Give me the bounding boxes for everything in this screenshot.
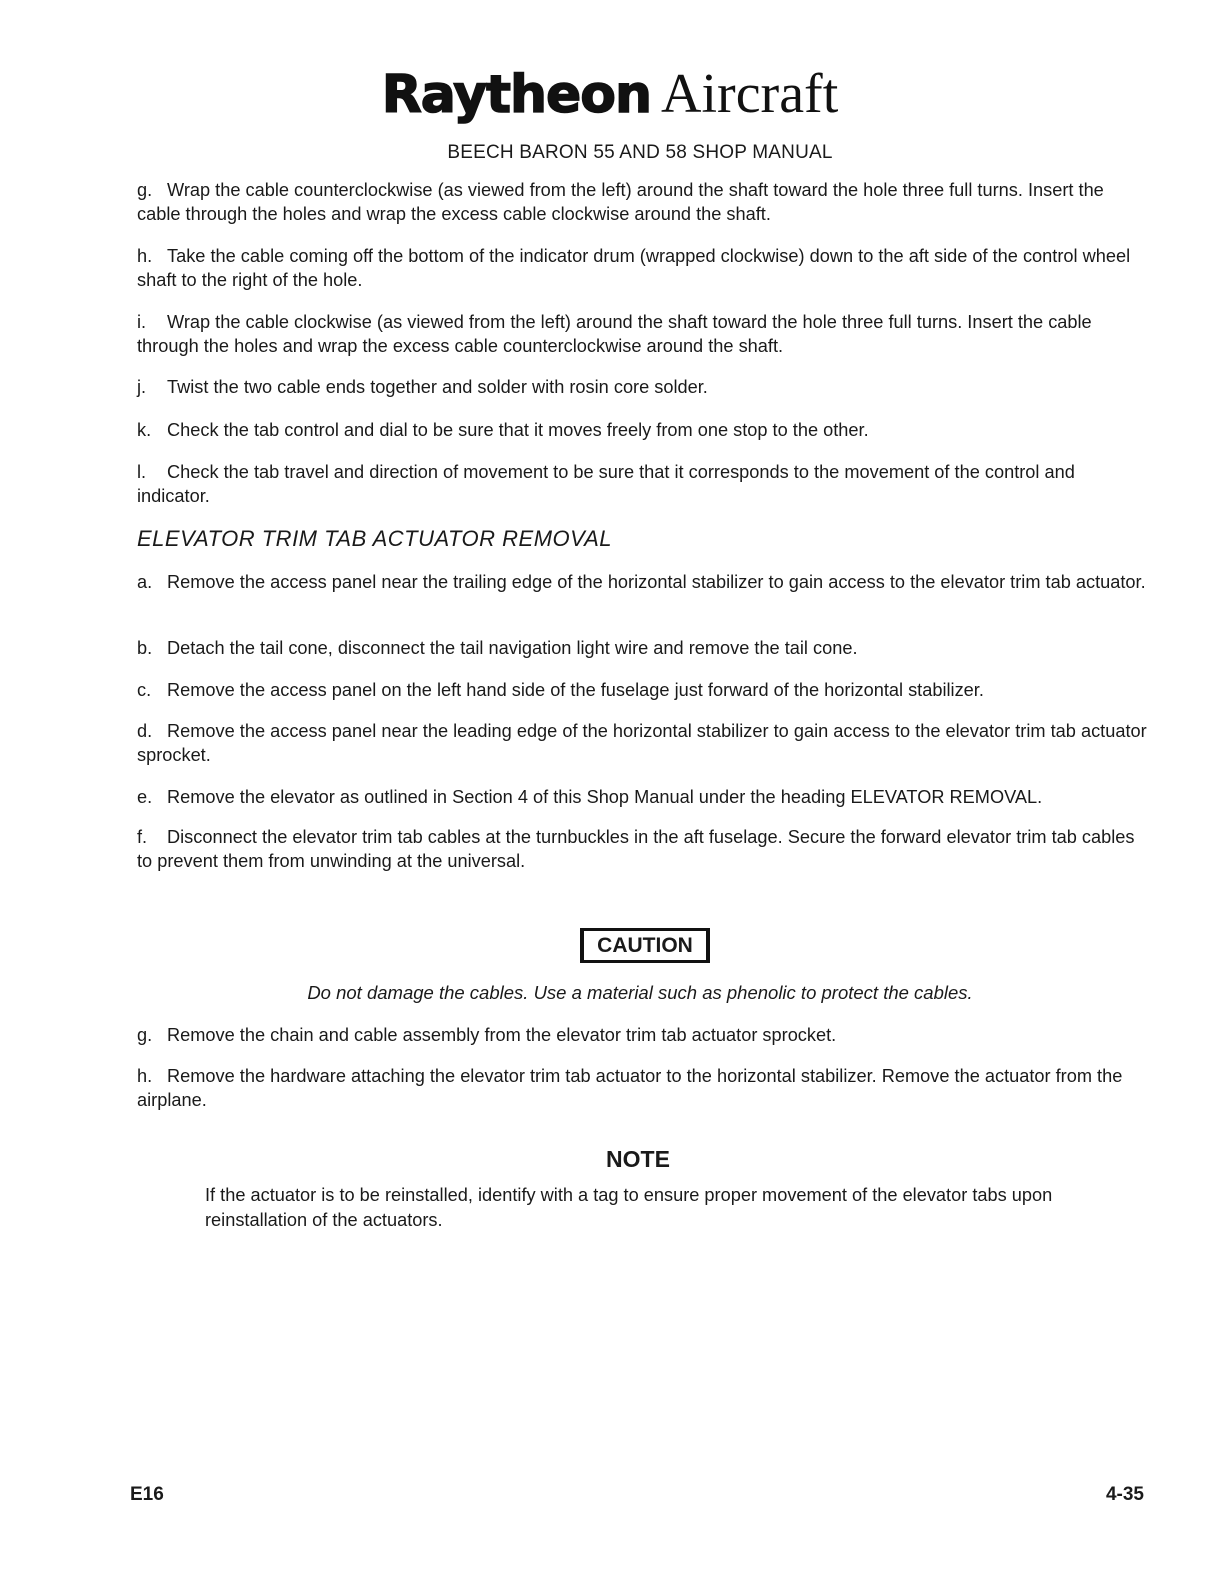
step-label: i. — [137, 312, 147, 332]
step-text: Disconnect the elevator trim tab cables at the turnbuckles in the aft fuselage. Secure the forward elevator trim tab cables to prevent them from unwinding at the universal. — [137, 827, 1135, 871]
caution-badge: CAUTION — [580, 928, 710, 963]
step-i-wrap-cw — [137, 310, 1152, 358]
step-j-solder — [137, 375, 1152, 399]
step-d-leading-panel — [137, 719, 1152, 767]
step-label: g. — [137, 1025, 153, 1045]
step-k-check-control — [137, 418, 1152, 442]
step-g-wrap-ccw — [137, 178, 1152, 226]
note-title: NOTE — [606, 1146, 670, 1172]
brand-name-light: Aircraft — [661, 63, 839, 125]
brand-name-bold: Raytheon — [381, 65, 652, 125]
step-c-left-panel — [137, 678, 1152, 702]
step-h-remove-hardware — [137, 1064, 1152, 1112]
step-text: Check the tab control and dial to be sure that it moves freely from one stop to the other. — [167, 420, 869, 440]
step-text: Remove the chain and cable assembly from the elevator trim tab actuator sprocket. — [167, 1025, 837, 1045]
step-label: a. — [137, 572, 153, 592]
step-label: c. — [137, 680, 152, 700]
step-text: Take the cable coming off the bottom of the indicator drum (wrapped clockwise) down to the aft side of the control wheel shaft to the right of the hole. — [137, 246, 1131, 290]
brand-logo — [0, 62, 1220, 126]
footer-revision: E16 — [130, 1484, 164, 1505]
step-text: Twist the two cable ends together and solder with rosin core solder. — [167, 377, 708, 397]
step-l-check-travel — [137, 460, 1152, 508]
footer-page-number: 4-35 — [1105, 1484, 1144, 1505]
step-text: Check the tab travel and direction of movement to be sure that it corresponds to the movement of the control and indicator. — [137, 462, 1075, 506]
step-text: Detach the tail cone, disconnect the tail navigation light wire and remove the tail cone. — [167, 638, 858, 658]
step-a-trailing-panel — [137, 570, 1152, 594]
step-e-remove-elevator — [137, 785, 1152, 809]
step-label: g. — [137, 180, 153, 200]
step-text: Wrap the cable counterclockwise (as viewed from the left) around the shaft toward the hole three full turns. Insert the cable through the holes and wrap the excess cable clockwise around the shaft. — [137, 180, 1104, 224]
note-text: If the actuator is to be reinstalled, identify with a tag to ensure proper movement of the elevator tabs upon reinstallation of the actuators. — [205, 1185, 1053, 1230]
step-text: Remove the hardware attaching the elevator trim tab actuator to the horizontal stabilizer. Remove the actuator from the airplane. — [137, 1066, 1123, 1110]
step-g-remove-chain — [137, 1023, 1152, 1047]
step-text: Remove the elevator as outlined in Section 4 of this Shop Manual under the heading ELEVATOR REMOVAL. — [167, 787, 1043, 807]
step-label: l. — [137, 462, 147, 482]
step-label: h. — [137, 1066, 153, 1086]
step-label: j. — [137, 377, 147, 397]
step-b-tail-cone — [137, 636, 1152, 660]
step-label: f. — [137, 827, 148, 847]
caution-text: Do not damage the cables. Use a material such as phenolic to protect the cables. — [307, 982, 973, 1003]
step-label: d. — [137, 721, 153, 741]
step-label: k. — [137, 420, 152, 440]
step-label: b. — [137, 638, 153, 658]
step-text: Wrap the cable clockwise (as viewed from the left) around the shaft toward the hole three full turns. Insert the cable through the holes and wrap the excess cable counterclockwise around the shaft. — [137, 312, 1092, 356]
step-label: e. — [137, 787, 153, 807]
step-label: h. — [137, 246, 153, 266]
manual-title: BEECH BARON 55 AND 58 SHOP MANUAL — [447, 142, 833, 163]
step-h-indicator-drum — [137, 244, 1152, 292]
step-text: Remove the access panel near the trailing edge of the horizontal stabilizer to gain access to the elevator trim tab actuator. — [167, 572, 1146, 592]
step-text: Remove the access panel on the left hand side of the fuselage just forward of the horizontal stabilizer. — [167, 680, 984, 700]
step-text: Remove the access panel near the leading edge of the horizontal stabilizer to gain access to the elevator trim tab actuator sprocket. — [137, 721, 1147, 765]
step-f-disconnect-cables — [137, 825, 1152, 873]
section-heading: ELEVATOR TRIM TAB ACTUATOR REMOVAL — [137, 526, 613, 551]
